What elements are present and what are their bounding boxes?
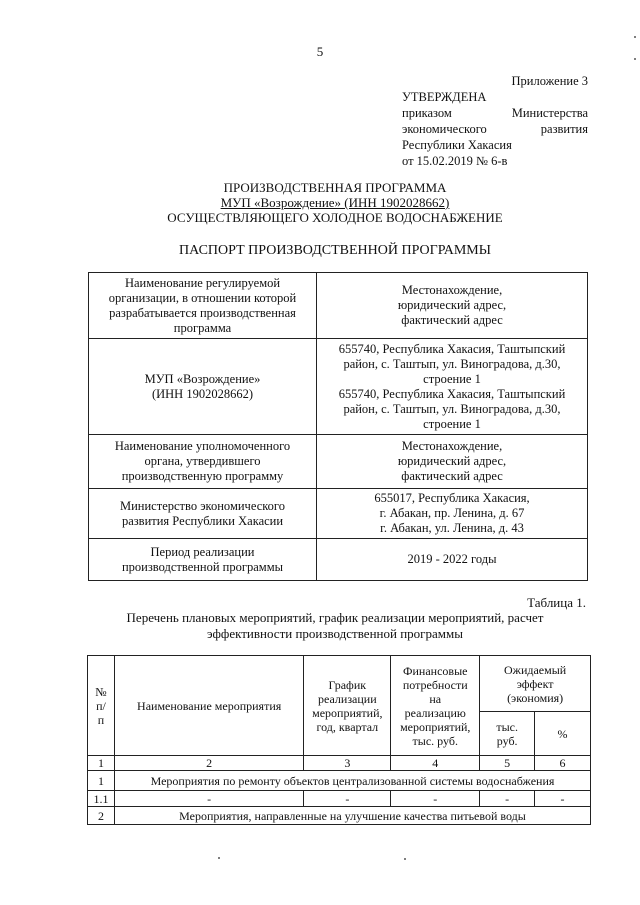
- table-row: [88, 791, 591, 807]
- passport-title: ПАСПОРТ ПРОИЗВОДСТВЕННОЙ ПРОГРАММЫ: [179, 243, 491, 258]
- column-number: 3: [304, 756, 391, 771]
- column-number: 4: [391, 756, 480, 771]
- text-line: №: [95, 684, 107, 699]
- text-line: Местонахождение,: [401, 439, 503, 453]
- approval-line-3: [402, 121, 588, 137]
- text-line: тыс.: [496, 719, 518, 734]
- text-line: программа: [173, 320, 232, 335]
- approval-block: [402, 73, 588, 169]
- section-title: Мероприятия по ремонту объектов централизованной системы водоснабжения: [114, 771, 590, 791]
- scan-speck: [404, 858, 406, 860]
- program-title: ПРОИЗВОДСТВЕННАЯ ПРОГРАММА: [223, 180, 447, 195]
- text-line: эффект: [516, 676, 554, 691]
- header-effect-pct: %: [535, 712, 591, 756]
- header-effect: [480, 656, 591, 712]
- text-line: (ИНН 1902028662): [151, 386, 254, 401]
- passport-cell-value: [317, 539, 588, 581]
- table-cell: -: [480, 791, 535, 807]
- column-number: 1: [88, 756, 115, 771]
- text-line: потребности: [402, 677, 468, 692]
- table-row: [88, 807, 591, 825]
- table-cell: -: [114, 791, 303, 807]
- text-line: мероприятий,: [312, 705, 383, 720]
- text-line: Наименование регулируемой: [124, 275, 281, 290]
- text-line: юридический адрес,: [397, 298, 507, 312]
- text-line: г. Абакан, ул. Ленина, д. 43: [380, 521, 524, 535]
- page-number: 5: [316, 44, 324, 59]
- text-line: фактический адрес: [401, 469, 503, 483]
- text-line: год, квартал: [316, 719, 379, 734]
- column-number: 5: [480, 756, 535, 771]
- text-line: Финансовые: [403, 663, 468, 678]
- header-row: [88, 656, 591, 712]
- text-line: Местонахождение,: [401, 283, 503, 297]
- row-number: 1.1: [88, 791, 115, 807]
- text-line: строение 1: [423, 416, 481, 431]
- approval-republic: Республики Хакасия: [402, 138, 512, 152]
- passport-cell-label: [89, 489, 317, 539]
- passport-cell-label: [89, 435, 317, 489]
- header-schedule: [304, 656, 391, 756]
- text-line: 655740, Республика Хакасия, Таштыпский: [338, 386, 566, 401]
- text-line: руб.: [496, 733, 518, 748]
- text-line: п: [97, 712, 105, 727]
- passport-cell-value: [317, 273, 588, 339]
- passport-row: [89, 539, 588, 581]
- text-line: юридический адрес,: [397, 454, 507, 468]
- text-line: реализации: [318, 691, 377, 706]
- text-line: МУП «Возрождение»: [144, 371, 261, 386]
- approval-ministry-word: Министерства: [511, 106, 588, 120]
- scan-speck: [218, 857, 220, 859]
- text-line: г. Абакан, пр. Ленина, д. 67: [379, 506, 525, 520]
- passport-cell-value: [317, 339, 588, 435]
- approval-order-word: приказом: [402, 106, 452, 120]
- document-titles: [100, 180, 570, 225]
- text-line: разрабатывается производственная: [109, 305, 296, 320]
- table-label: Таблица 1.: [527, 595, 586, 610]
- header-effect-rub: [480, 712, 535, 756]
- organization-title: МУП «Возрождение» (ИНН 1902028662): [220, 195, 450, 210]
- scan-speck: [634, 58, 636, 60]
- text-line: фактический адрес: [401, 313, 503, 327]
- table-cell: -: [535, 791, 591, 807]
- text-line: организации, в отношении которой: [108, 290, 297, 305]
- text-line: район, с. Таштып, ул. Виноградова, д.30,: [343, 401, 561, 416]
- text-line: (экономия): [507, 690, 564, 705]
- header-name: Наименование мероприятия: [114, 656, 303, 756]
- passport-cell-label: [89, 273, 317, 339]
- column-number: 2: [114, 756, 303, 771]
- column-number: 6: [535, 756, 591, 771]
- passport-cell-label: [89, 539, 317, 581]
- passport-row: [89, 435, 588, 489]
- text-line: 655017, Республика Хакасия,: [374, 491, 530, 505]
- table-cell: -: [304, 791, 391, 807]
- table-title: [80, 610, 590, 642]
- passport-row: [89, 489, 588, 539]
- text-line: строение 1: [423, 371, 481, 386]
- table-row: [88, 771, 591, 791]
- row-number: 2: [88, 807, 115, 825]
- approval-line-2: [402, 105, 588, 121]
- appendix-label: Приложение 3: [511, 74, 588, 88]
- text-line: 2019 - 2022 годы: [407, 552, 497, 566]
- program-subtitle: ОСУЩЕСТВЛЯЮЩЕГО ХОЛОДНОЕ ВОДОСНАБЖЕНИЕ: [167, 210, 503, 225]
- scan-speck: [634, 36, 636, 38]
- text-line: район, с. Таштып, ул. Виноградова, д.30,: [343, 356, 561, 371]
- text-line: реализацию: [404, 705, 466, 720]
- text-line: производственную программу: [121, 469, 284, 483]
- passport-cell-value: [317, 435, 588, 489]
- text-line: производственной программы: [121, 559, 284, 574]
- text-line: мероприятий,: [400, 719, 471, 734]
- approval-date: от 15.02.2019 № 6-в: [402, 154, 508, 168]
- text-line: 655740, Республика Хакасия, Таштыпский: [338, 341, 566, 356]
- text-line: п/: [96, 698, 106, 713]
- text-line: развития Республики Хакасии: [121, 513, 284, 528]
- passport-cell-value: [317, 489, 588, 539]
- text-line: на: [429, 691, 442, 706]
- approval-development-word: развития: [540, 122, 588, 136]
- text-line: Перечень плановых мероприятий, график реализации мероприятий, расчет: [126, 610, 544, 625]
- measures-table: [87, 655, 591, 825]
- column-number-row: [88, 756, 591, 771]
- passport-table: [88, 272, 588, 581]
- text-line: эффективности производственной программы: [207, 626, 463, 641]
- section-title: Мероприятия, направленные на улучшение качества питьевой воды: [114, 807, 590, 825]
- approval-economic-word: экономического: [402, 122, 487, 136]
- text-line: органа, утвердившего: [144, 454, 261, 468]
- passport-row: [89, 273, 588, 339]
- header-finance: [391, 656, 480, 756]
- approved-label: УТВЕРЖДЕНА: [402, 90, 487, 104]
- text-line: Министерство экономического: [120, 498, 285, 513]
- row-number: 1: [88, 771, 115, 791]
- text-line: Период реализации: [150, 544, 255, 559]
- table-cell: -: [391, 791, 480, 807]
- text-line: Ожидаемый: [504, 662, 567, 677]
- text-line: График: [328, 677, 367, 692]
- passport-cell-label: [89, 339, 317, 435]
- text-line: тыс. руб.: [412, 733, 458, 748]
- text-line: Наименование уполномоченного: [114, 439, 291, 453]
- passport-row: [89, 339, 588, 435]
- header-num: [88, 656, 115, 756]
